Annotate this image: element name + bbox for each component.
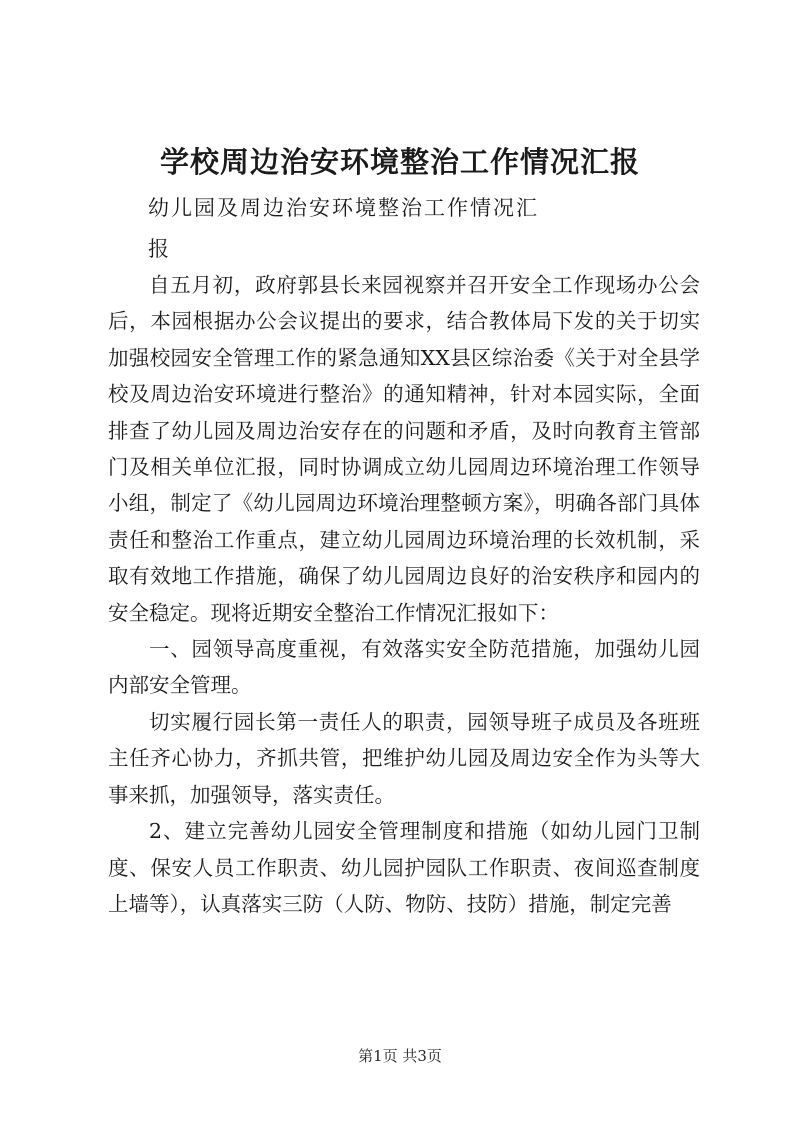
body-paragraph: 一、园领导高度重视，有效落实安全防范措施，加强幼儿园内部安全管理。	[108, 637, 700, 698]
body-paragraph: 切实履行园长第一责任人的职责，园领导班子成员及各班班主任齐心协力，齐抓共管，把维护幼儿园及周边安全作为头等大事来抓，加强领导，落实责任。	[108, 709, 700, 807]
document-body	[108, 267, 700, 922]
document-subtitle: 幼儿园及周边治安环境整治工作情况汇	[148, 196, 539, 220]
body-paragraph: 自五月初，政府郭县长来园视察并召开安全工作现场办公会后，本园根据办公会议提出的要求，结合教体局下发的关于切实加强校园安全管理工作的紧急通知XX县区综治委《关于对全县学校及周边治安环境进行整治》的通知精神，针对本园实际，全面排查了幼儿园及周边治安存在的问题和矛盾，及时向教育主管部门及相关单位汇报，同时协调成立幼儿园周边环境治理工作领导小组，制定了《幼儿园周边环境治理整顿方案》，明确各部门具体责任和整治工作重点，建立幼儿园周边环境治理的长效机制，采取有效地工作措施，确保了幼儿园周边良好的治安秩序和园内的安全稳定。现将近期安全整治工作情况汇报如下：	[108, 273, 700, 625]
document-subtitle-continued: 报	[148, 237, 169, 261]
body-paragraph: 2、建立完善幼儿园安全管理制度和措施（如幼儿园门卫制度、保安人员工作职责、幼儿园护园队工作职责、夜间巡查制度上墙等），认真落实三防（人防、物防、技防）措施，制定完善	[108, 819, 700, 916]
document-title: 学校周边治安环境整治工作情况汇报	[159, 145, 640, 179]
page-number: 第1页 共3页	[358, 1047, 442, 1065]
